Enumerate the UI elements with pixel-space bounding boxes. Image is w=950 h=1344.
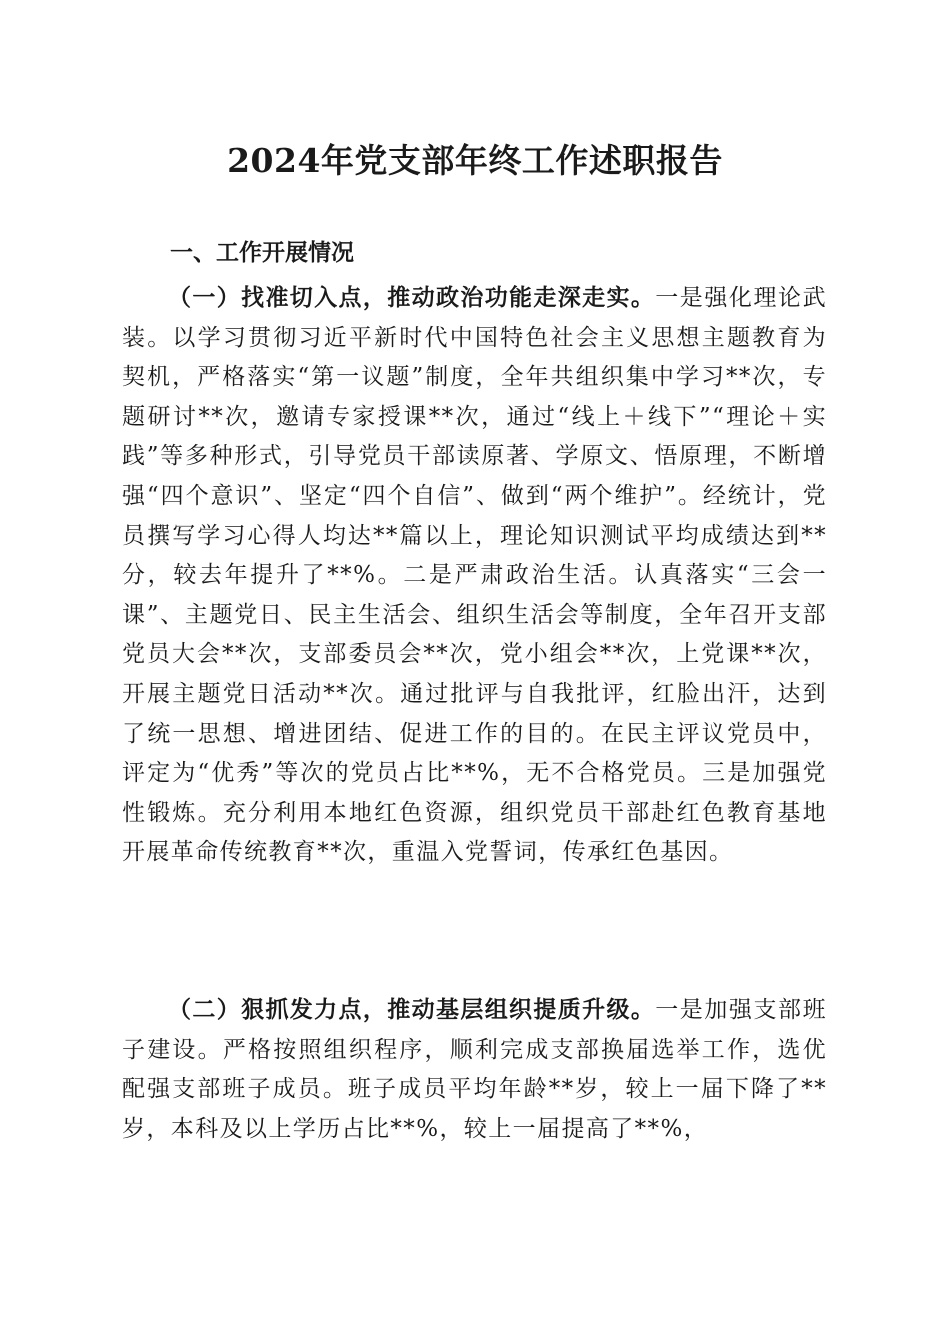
paragraph-1 <box>122 279 827 873</box>
paragraph-1-body: 一是强化理论武装。以学习贯彻习近平新时代中国特色社会主义思想主题教育为契机，严格落实“第一议题”制度，全年共组织集中学习**次，专题研讨**次，邀请专家授课**次，通过“线上＋线下”“理论＋实践”等多种形式，引导党员干部读原著、学原文、悟原理，不断增强“四个意识”、坚定“四个自信”、做到“两个维护”。经统计，党员撰写学习心得人均达**篇以上，理论知识测试平均成绩达到**分，较去年提升了**%。二是严肃政治生活。认真落实“三会一课”、主题党日、民主生活会、组织生活会等制度，全年召开支部党员大会**次，支部委员会**次，党小组会**次，上党课**次，开展主题党日活动**次。通过批评与自我批评，红脸出汗，达到了统一思想、增进团结、促进工作的目的。在民主评议党员中，评定为“优秀”等次的党员占比**%，无不合格党员。三是加强党性锻炼。充分利用本地红色资源，组织党员干部赴红色教育基地开展革命传统教育**次，重温入党誓词，传承红色基因。 <box>122 285 828 866</box>
paragraph-1-subheading: （一）找准切入点，推动政治功能走深走实。 <box>168 285 656 311</box>
paragraph-2-body: 一是加强支部班子建设。严格按照组织程序，顺利完成支部换届选举工作，选优配强支部班子成员。班子成员平均年龄**岁，较上一届下降了**岁，本科及以上学历占比**%，较上一届提高了**%， <box>122 997 828 1142</box>
section-heading: 一、工作开展情况 <box>170 240 354 266</box>
paragraph-2 <box>122 991 827 1149</box>
paragraph-2-subheading: （二）狠抓发力点，推动基层组织提质升级。 <box>168 997 656 1023</box>
document-title: 2024年党支部年终工作述职报告 <box>227 141 723 180</box>
